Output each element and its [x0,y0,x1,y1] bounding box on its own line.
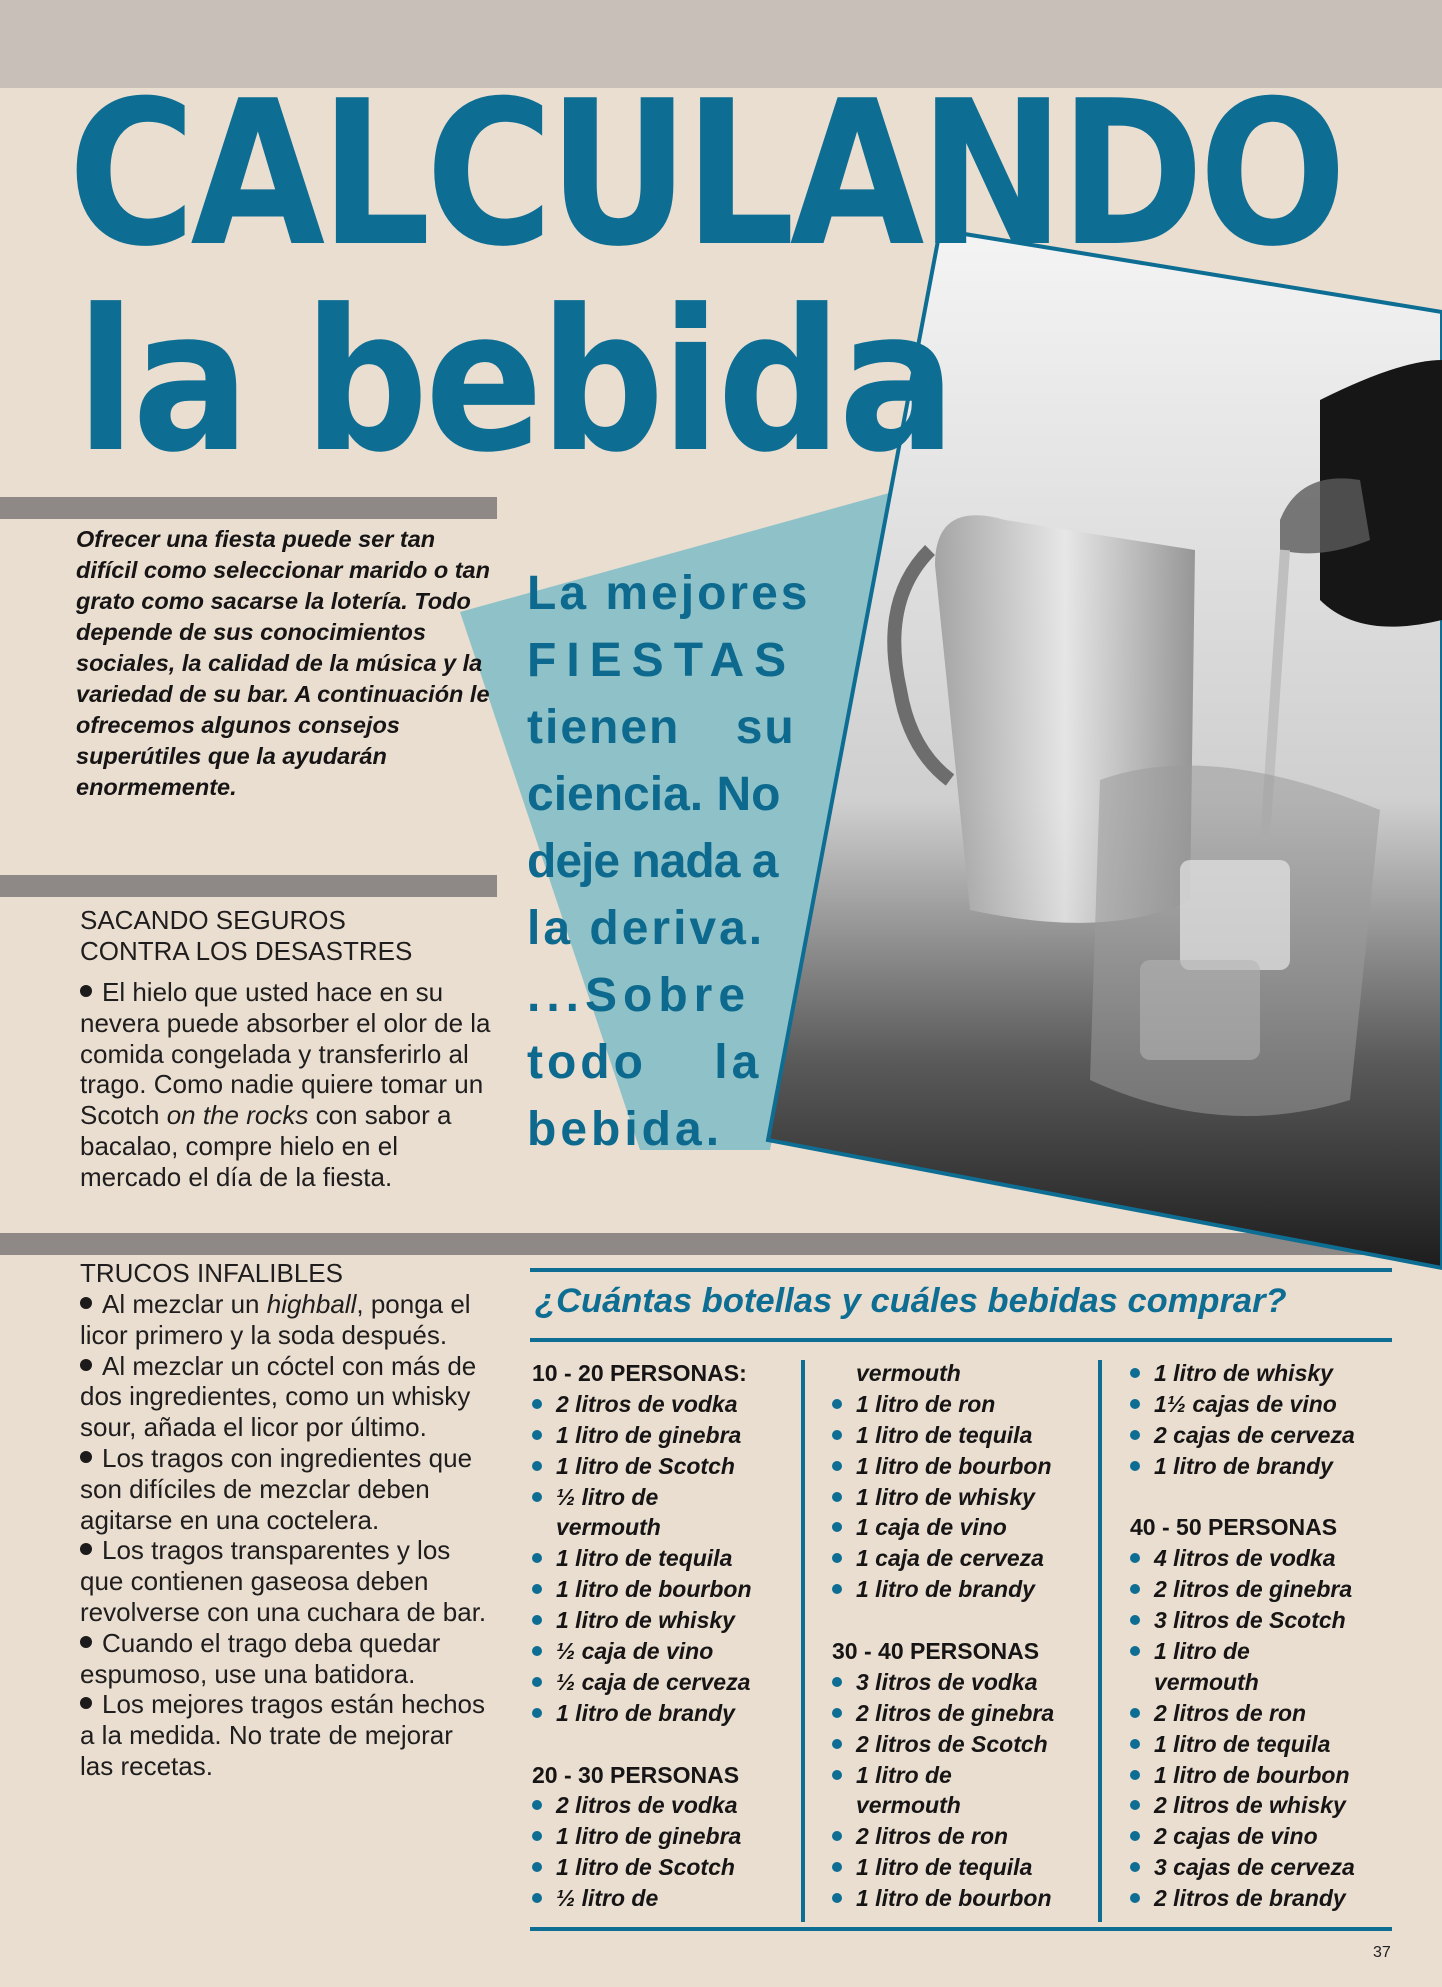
bullet-icon [1130,1739,1140,1749]
title-line-1: CALCULANDO [68,58,1342,291]
text-run: Los tragos con ingredientes que son difíciles de mezclar deben agitarse en una coctelera. [80,1442,473,1535]
pq-line: todo la [527,1036,763,1089]
group-heading: 10 - 20 PERSONAS: [532,1360,747,1386]
bullet-icon [532,1677,542,1687]
drink-item [1130,1790,1390,1821]
tip-item [80,1351,490,1443]
spacer [532,1729,792,1760]
text-run: con sabor a bacalao, compre hielo en el mercado el día de la fiesta. [80,1100,452,1192]
drink-item-label: 2 litros de ron [1154,1699,1307,1726]
column-divider [801,1360,805,1922]
bullet-icon [1130,1430,1140,1440]
bullet-icon [532,1461,542,1471]
tip-item [80,1443,490,1535]
drink-item-label: 1 litro de whisky [1154,1360,1333,1386]
drink-item-label: 3 litros de vodka [856,1668,1038,1695]
tip-item [80,1689,490,1781]
drink-item [832,1698,1092,1729]
tip-item [80,1535,490,1627]
bullet-icon [832,1584,842,1594]
bullet-icon [1130,1399,1140,1409]
drink-item [832,1667,1092,1698]
bullet-icon [1130,1368,1140,1378]
pull-quote [527,560,857,1163]
drink-item-label: 1 litro de brandy [556,1699,735,1726]
group-heading: 40 - 50 PERSONAS [1130,1514,1338,1541]
drink-item-cont: vermouth [856,1360,961,1386]
bullet-icon [832,1553,842,1563]
bullet-icon [80,1451,92,1463]
drinks-column-1 [532,1358,792,1914]
drink-item-label: 2 litros de ginebra [1154,1576,1353,1603]
drink-item [532,1543,792,1574]
drink-item-label: 1 litro de Scotch [556,1452,735,1479]
bullet-icon [532,1646,542,1656]
drink-item-label: ½ litro de [556,1885,659,1912]
bullet-icon [832,1492,842,1502]
text-run: , ponga el licor primero y la soda después. [80,1289,471,1350]
ice-cube-2 [1140,960,1260,1060]
section-safety [80,905,500,1193]
drink-item-label: 1 litro de tequila [856,1854,1033,1881]
column-divider [1098,1360,1102,1922]
text-run: Al mezclar un cóctel con más de dos ingredientes, como un whisky sour, añada el licor por último. [80,1350,477,1443]
bullet-icon [1130,1584,1140,1594]
title-line-2: la bebida [76,268,953,496]
drink-item [532,1574,792,1605]
drink-item [532,1698,792,1729]
drink-item-label: 1 litro de [856,1761,952,1788]
drink-item [532,1883,792,1914]
drink-item-label: 1 litro de bourbon [856,1452,1052,1479]
text-run-italic: on the rocks [166,1100,309,1131]
bullet-icon [80,1297,92,1309]
drink-item [832,1574,1092,1605]
drink-item-label: 2 litros de vodka [556,1792,738,1819]
drink-item [1130,1883,1390,1914]
drink-item-label: 2 cajas de vino [1154,1823,1318,1850]
bullet-icon [832,1770,842,1780]
divider-bar-1 [0,497,497,519]
intro-paragraph: Ofrecer una fiesta puede ser tan difícil como seleccionar marido o tan grato como sacarse la lotería. Todo depende de sus conocimientos sociales, la calidad de la música y la variedad de su bar. A continuación le ofrecemos algunos consejos superútiles que la ayudarán enormemente. [76,526,490,800]
drink-item-label: ½ caja de vino [556,1638,714,1665]
drink-item [832,1821,1092,1852]
drink-item [532,1667,792,1698]
bullet-icon [832,1739,842,1749]
bullet-icon [832,1677,842,1687]
drink-item [532,1482,792,1513]
drink-item-label: 2 litros de whisky [1154,1792,1346,1819]
drink-item-label: 1 litro de whisky [556,1607,735,1634]
pq-line: tienen su [527,701,796,754]
drink-item [832,1760,1092,1791]
bullet-icon [80,985,92,997]
drink-item [532,1451,792,1482]
drinks-column-3 [1130,1358,1390,1914]
drinks-column-2 [832,1358,1092,1914]
bullet-icon [832,1461,842,1471]
section-heading: TRUCOS INFALIBLES [80,1258,343,1288]
bullet-icon [532,1615,542,1625]
drink-item [532,1852,792,1883]
text-run: Al mezclar un [102,1289,267,1319]
bullet-icon [532,1831,542,1841]
bullet-icon [832,1831,842,1841]
bullet-icon [832,1399,842,1409]
pq-line: La mejores [527,567,811,620]
table-title: ¿Cuántas botellas y cuáles bebidas comprar? [535,1282,1287,1320]
drink-item-label: 1 litro de brandy [856,1576,1035,1603]
drink-item-label: 4 litros de vodka [1154,1545,1336,1572]
bullet-icon [1130,1646,1140,1656]
drink-item [1130,1852,1390,1883]
drink-item-label: 1 litro de bourbon [1154,1761,1350,1788]
drink-item [832,1420,1092,1451]
body-paragraph [80,977,500,1193]
drink-item-cont: vermouth [856,1792,961,1819]
drink-item [832,1512,1092,1543]
pq-line: ...Sobre [527,969,752,1022]
drink-item [832,1852,1092,1883]
drink-item-label: 1 caja de vino [856,1514,1007,1541]
bullet-icon [832,1430,842,1440]
bullet-icon [80,1636,92,1648]
drink-item [1130,1605,1390,1636]
drink-item-cont: vermouth [556,1514,661,1541]
drink-item-label: ½ caja de cerveza [556,1668,751,1695]
text-run-italic: highball [266,1289,357,1319]
bullet-icon [832,1893,842,1903]
drink-item-label: 1 litro de bourbon [556,1576,752,1603]
bullet-icon [80,1359,92,1371]
bullet-icon [532,1800,542,1810]
bullet-icon [1130,1553,1140,1563]
drink-item [532,1790,792,1821]
bullet-icon [1130,1770,1140,1780]
section-tricks [80,1258,490,1782]
table-rule-bottom [530,1927,1392,1931]
bullet-icon [832,1862,842,1872]
drink-item-label: 1 litro de whisky [856,1483,1035,1510]
bullet-icon [532,1862,542,1872]
drink-item-label: 1 caja de cerveza [856,1545,1044,1572]
drink-item [532,1389,792,1420]
bullet-icon [1130,1708,1140,1718]
ice-cube [1180,860,1290,970]
pq-line: FIESTAS [527,634,797,687]
text-run: El hielo que usted hace en su nevera puede absorber el olor de la comida congelada y transferirlo al trago. Como nadie quiere tomar un Scotch [80,977,491,1131]
drink-item-label: 2 litros de Scotch [856,1730,1048,1757]
bullet-icon [532,1553,542,1563]
bullet-icon [532,1584,542,1594]
drink-item-label: 1 litro de tequila [856,1421,1033,1448]
drink-item [1130,1821,1390,1852]
drink-item-label: 2 cajas de cerveza [1154,1421,1355,1448]
drink-item [832,1543,1092,1574]
bullet-icon [1130,1461,1140,1471]
bullet-icon [532,1399,542,1409]
table-rule-top [530,1268,1392,1272]
drink-item [532,1636,792,1667]
bullet-icon [532,1492,542,1502]
drink-item-label: 1 litro de ginebra [556,1421,742,1448]
pq-line: deje nada a [527,835,778,888]
drink-item [532,1605,792,1636]
bullet-icon [1130,1893,1140,1903]
group-heading: 30 - 40 PERSONAS [832,1638,1040,1665]
tip-item [80,1289,490,1351]
drink-item-label: 3 litros de Scotch [1154,1607,1346,1634]
drink-item-label: 1 litro de [1154,1638,1250,1665]
tip-item [80,1628,490,1690]
drink-item [1130,1451,1390,1482]
drink-item [532,1420,792,1451]
text-run: Los mejores tragos están hechos a la medida. No trate de mejorar las recetas. [80,1689,485,1781]
drink-item-label: 1 litro de tequila [556,1545,733,1572]
bullet-icon [80,1543,92,1555]
text-run: Los tragos transparentes y los que contienen gaseosa deben revolverse con una cuchara de bar. [80,1535,487,1627]
group-heading: 20 - 30 PERSONAS [532,1761,740,1788]
pq-line: bebida. [527,1103,724,1156]
bullet-icon [1130,1862,1140,1872]
divider-bar-2 [0,875,497,897]
drink-item-label: 1 litro de brandy [1154,1452,1333,1479]
drink-item [832,1389,1092,1420]
spacer [832,1605,1092,1636]
drink-item-label: 3 cajas de cerveza [1154,1854,1355,1881]
text-run: Cuando el trago deba quedar espumoso, use una batidora. [80,1627,441,1689]
drink-item [1130,1760,1390,1791]
drink-item [832,1451,1092,1482]
page-number: 37 [1373,1944,1391,1961]
drink-item [1130,1636,1390,1667]
drink-item [1130,1420,1390,1451]
pq-line: ciencia. No [527,768,781,821]
drink-item-label: 1 litro de bourbon [856,1885,1052,1912]
section-heading: CONTRA LOS DESASTRES [80,936,413,966]
bullet-icon [1130,1831,1140,1841]
drink-item-label: 2 litros de ginebra [856,1699,1055,1726]
section-heading: SACANDO SEGUROS [80,905,346,935]
bullet-icon [532,1708,542,1718]
drink-item-label: 1½ cajas de vino [1154,1390,1337,1417]
drink-item [1130,1729,1390,1760]
bullet-icon [1130,1800,1140,1810]
table-rule-mid [530,1338,1392,1342]
drink-item-label: 2 litros de ron [856,1823,1009,1850]
drink-item-label: 1 litro de tequila [1154,1730,1331,1757]
drink-item-label: ½ litro de [556,1483,659,1510]
drink-item [1130,1389,1390,1420]
bullet-icon [532,1430,542,1440]
drink-item-label: 1 litro de Scotch [556,1854,735,1881]
bullet-icon [532,1893,542,1903]
drink-item [532,1821,792,1852]
drink-item [1130,1698,1390,1729]
bullet-icon [1130,1615,1140,1625]
drink-item [1130,1543,1390,1574]
drink-item-label: 1 litro de ginebra [556,1823,742,1850]
drink-item [1130,1358,1390,1389]
bullet-icon [832,1522,842,1532]
drink-item-label: 1 litro de ron [856,1390,996,1417]
drink-item-label: 2 litros de brandy [1154,1885,1346,1912]
bullet-icon [80,1697,92,1709]
drink-item-cont: vermouth [1154,1668,1259,1695]
drink-item [832,1482,1092,1513]
drink-item [832,1729,1092,1760]
drink-item-label: 2 litros de vodka [556,1390,738,1417]
drink-item [832,1883,1092,1914]
bullet-icon [832,1708,842,1718]
pq-line: la deriva. [527,902,766,955]
drink-item [1130,1574,1390,1605]
spacer [1130,1482,1390,1513]
